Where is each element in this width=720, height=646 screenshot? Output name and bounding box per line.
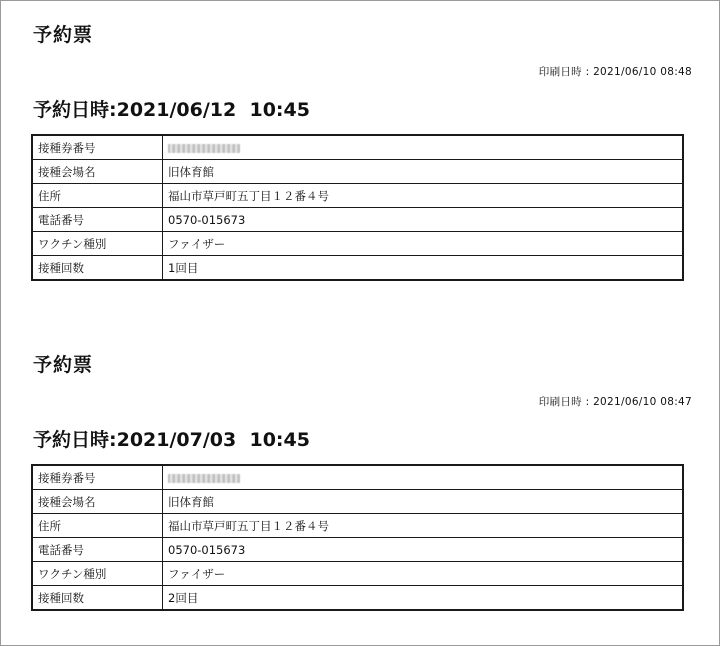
table-row <box>32 465 683 490</box>
row-value: 2回目 <box>163 586 684 611</box>
row-value: 0570-015673 <box>163 208 684 232</box>
row-value: 福山市草戸町五丁目１２番４号 <box>163 514 684 538</box>
row-label: 接種回数 <box>32 256 163 281</box>
table-row <box>32 538 683 562</box>
row-value: 1回目 <box>163 256 684 281</box>
appointment-datetime: 予約日時:2021/07/03 10:45 <box>33 429 310 451</box>
table-row <box>32 208 683 232</box>
row-label: ワクチン種別 <box>32 232 163 256</box>
table-row <box>32 184 683 208</box>
row-label: 接種会場名 <box>32 490 163 514</box>
print-datetime: 印刷日時 : 2021/06/10 08:48 <box>538 66 692 78</box>
row-value: 旧体育館 <box>163 160 684 184</box>
row-label: 住所 <box>32 514 163 538</box>
print-datetime: 印刷日時 : 2021/06/10 08:47 <box>538 396 692 408</box>
row-label: ワクチン種別 <box>32 562 163 586</box>
row-label: 住所 <box>32 184 163 208</box>
row-value: 福山市草戸町五丁目１２番４号 <box>163 184 684 208</box>
table-row <box>32 135 683 160</box>
redacted-ticket-number <box>168 144 240 153</box>
table-row <box>32 490 683 514</box>
appointment-datetime: 予約日時:2021/06/12 10:45 <box>33 99 310 121</box>
ticket-title: 予約票 <box>33 24 94 46</box>
row-label: 電話番号 <box>32 538 163 562</box>
row-value: ファイザー <box>163 562 684 586</box>
row-label: 接種会場名 <box>32 160 163 184</box>
row-value: ファイザー <box>163 232 684 256</box>
ticket-title: 予約票 <box>33 354 94 376</box>
row-value <box>163 135 684 160</box>
row-label: 接種券番号 <box>32 135 163 160</box>
row-label: 電話番号 <box>32 208 163 232</box>
table-row <box>32 160 683 184</box>
row-value: 0570-015673 <box>163 538 684 562</box>
row-label: 接種券番号 <box>32 465 163 490</box>
ticket-info-table <box>31 134 684 281</box>
table-row <box>32 562 683 586</box>
row-value <box>163 465 684 490</box>
table-row <box>32 256 683 281</box>
row-label: 接種回数 <box>32 586 163 611</box>
table-row <box>32 514 683 538</box>
row-value: 旧体育館 <box>163 490 684 514</box>
ticket-info-table <box>31 464 684 611</box>
table-row <box>32 586 683 611</box>
redacted-ticket-number <box>168 474 240 483</box>
table-row <box>32 232 683 256</box>
